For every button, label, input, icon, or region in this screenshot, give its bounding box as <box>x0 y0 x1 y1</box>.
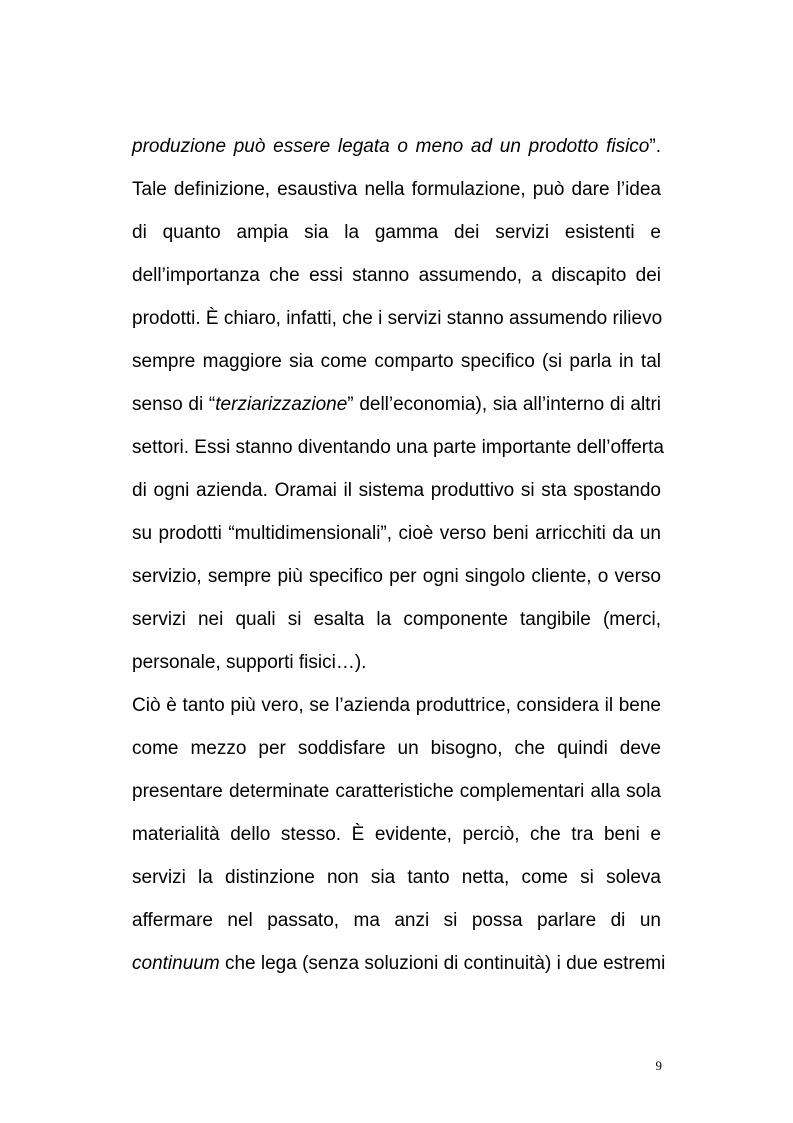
page-number: 9 <box>655 1058 662 1073</box>
text-line <box>132 555 661 598</box>
text-line <box>132 684 661 727</box>
text-line <box>132 727 661 770</box>
text-segment: Ciò è tanto più vero, se l’azienda produttrice, considera il bene <box>132 695 661 716</box>
text-line <box>132 512 661 555</box>
text-segment: presentare determinate caratteristiche complementari alla sola <box>132 781 661 802</box>
text-segment: materialità dello stesso. È evidente, perciò, che tra beni e <box>132 824 661 845</box>
text-segment: come mezzo per soddisfare un bisogno, che quindi deve <box>132 738 661 759</box>
text-line <box>132 426 664 469</box>
text-line <box>132 297 661 340</box>
text-segment: servizio, sempre più specifico per ogni singolo cliente, o verso <box>132 566 661 587</box>
text-segment: senso di “ <box>132 394 216 415</box>
text-segment: ”. <box>649 136 661 157</box>
text-line <box>132 856 661 899</box>
body-text <box>132 125 666 985</box>
text-line <box>132 641 661 684</box>
text-segment: ” dell’economia), sia all’interno di altri <box>347 394 661 415</box>
text-segment: servizi la distinzione non sia tanto netta, come si soleva <box>132 867 661 888</box>
text-segment: di ogni azienda. Oramai il sistema produttivo si sta spostando <box>132 480 661 501</box>
text-line <box>132 770 661 813</box>
text-segment: personale, supporti fisici…). <box>132 652 367 673</box>
text-segment: su prodotti “multidimensionali”, cioè verso beni arricchiti da un <box>132 523 661 544</box>
text-segment: Tale definizione, esaustiva nella formulazione, può dare l’idea <box>132 179 661 200</box>
text-line <box>132 598 661 641</box>
text-line <box>132 469 661 512</box>
text-segment: affermare nel passato, ma anzi si possa parlare di un <box>132 910 661 931</box>
text-line <box>132 942 666 985</box>
text-segment: prodotti. È chiaro, infatti, che i servizi stanno assumendo rilievo <box>132 308 663 329</box>
text-line <box>132 383 661 426</box>
text-line <box>132 254 661 297</box>
italic-text-segment: continuum <box>132 953 220 974</box>
text-line <box>132 340 661 383</box>
text-segment: servizi nei quali si esalta la componente tangibile (merci, <box>132 609 661 630</box>
text-line <box>132 168 661 211</box>
italic-text-segment: produzione può essere legata o meno ad un prodotto fisico <box>132 136 650 157</box>
text-segment: che lega (senza soluzioni di continuità) i due estremi <box>219 953 666 974</box>
text-segment: sempre maggiore sia come comparto specifico (si parla in tal <box>132 351 661 372</box>
text-segment: dell’importanza che essi stanno assumendo, a discapito dei <box>132 265 661 286</box>
italic-text-segment: terziarizzazione <box>215 394 348 415</box>
text-segment: settori. Essi stanno diventando una parte importante dell’offerta <box>132 437 664 458</box>
text-line <box>132 899 661 942</box>
text-segment: di quanto ampia sia la gamma dei servizi esistenti e <box>132 222 661 243</box>
text-line <box>132 211 661 254</box>
text-line <box>132 125 661 168</box>
text-line <box>132 813 661 856</box>
